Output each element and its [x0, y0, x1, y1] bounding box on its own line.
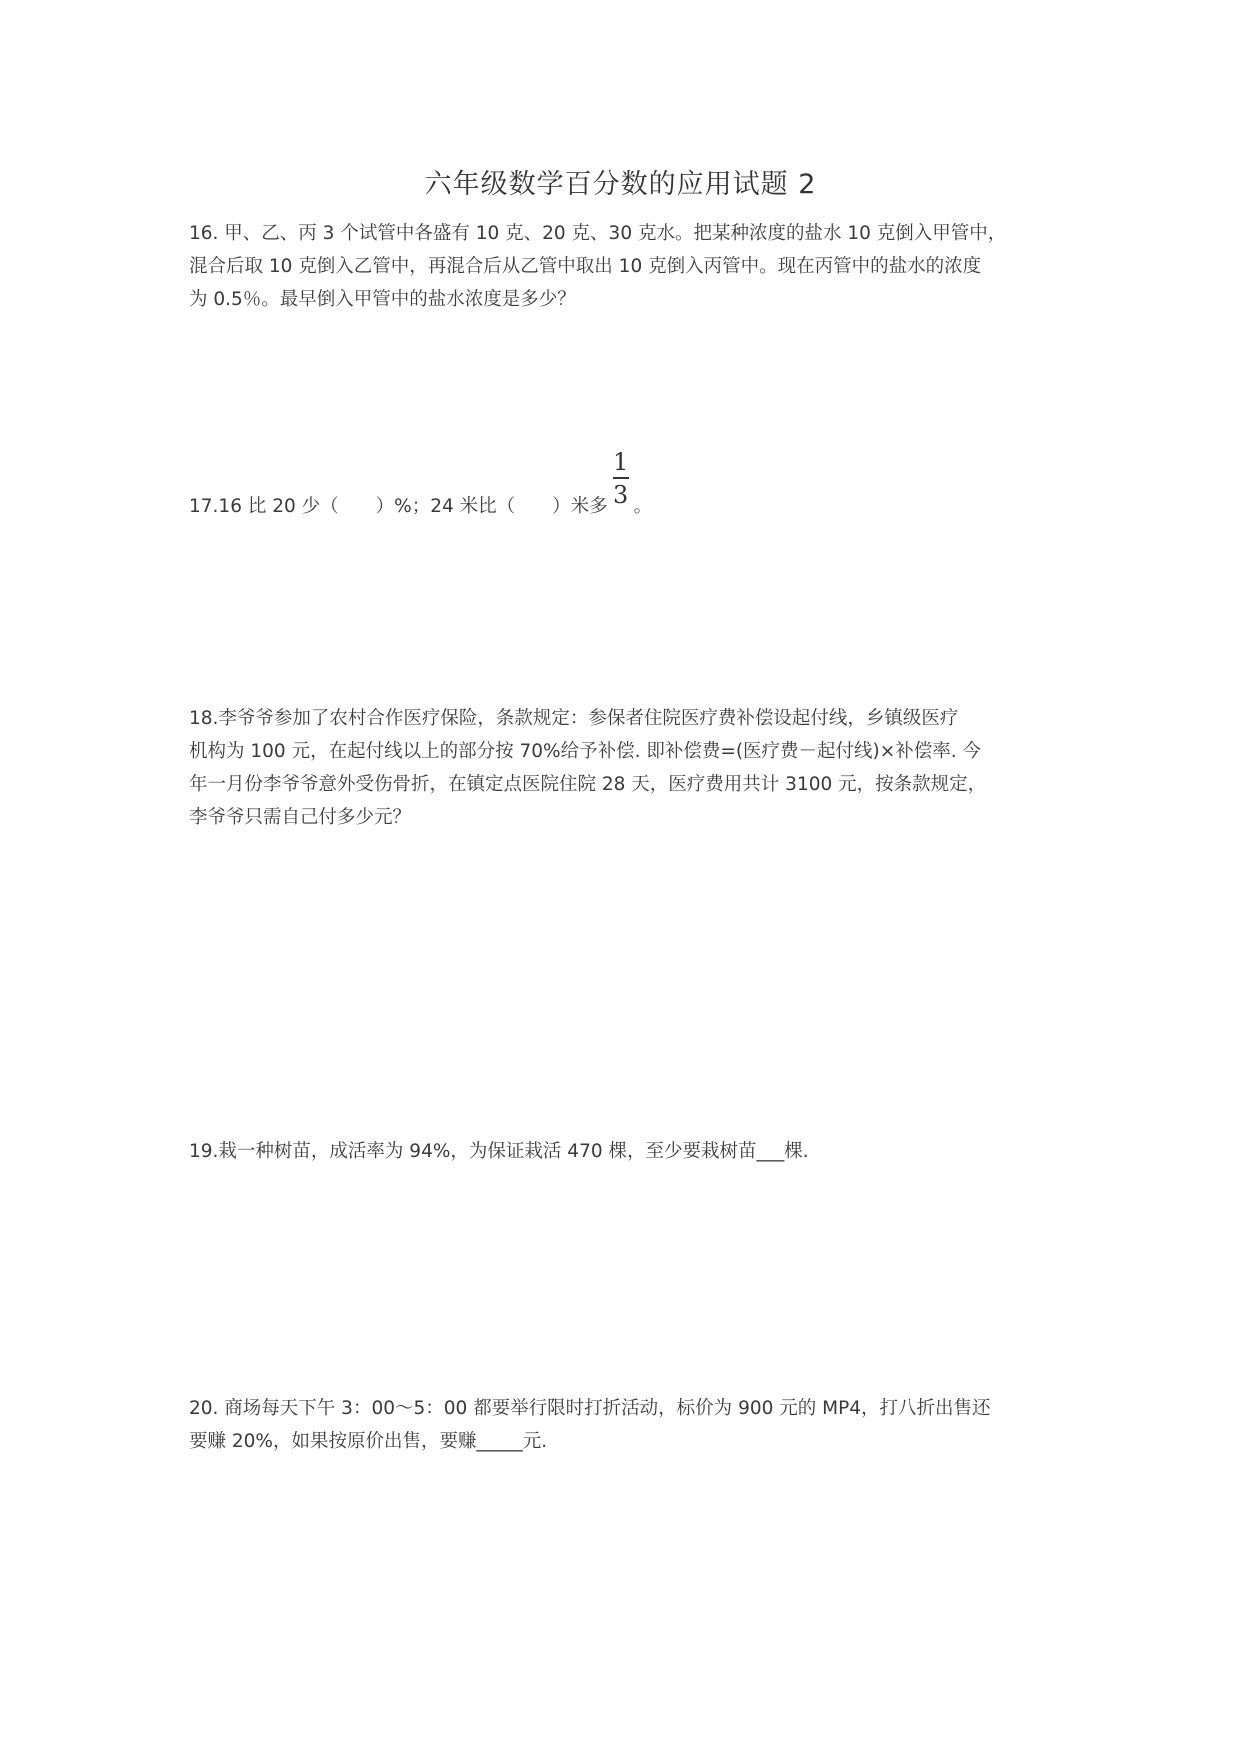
- question-18-line-2: 机构为 100 元，在起付线以上的部分按 70%给予补偿. 即补偿费=(医疗费－起付线)×补偿率. 今: [189, 741, 982, 762]
- question-18-line-1: 18.李爷爷参加了农村合作医疗保险，条款规定：参保者住院医疗费补偿设起付线，乡镇级医疗: [189, 708, 959, 729]
- question-16-line-1: 16. 甲、乙、丙 3 个试管中各盛有 10 克、20 克、30 克水。把某种浓度的盐水 10 克倒入甲管中，: [189, 223, 1007, 244]
- question-16-line-3: 为 0.5％。最早倒入甲管中的盐水浓度是多少？: [189, 289, 576, 310]
- question-17: [189, 448, 1061, 523]
- question-19-line: [189, 1135, 1061, 1168]
- question-16: [189, 217, 1061, 316]
- question-20-line-1: 20. 商场每天下午 3：00～5：00 都要举行限时打折活动，标价为 900 元的 MP4，打八折出售还: [189, 1398, 991, 1419]
- question-20-line-2: [189, 1425, 1061, 1458]
- question-17-text: 17.16 比 20 少（ ）%；24 米比（ ）米多: [189, 496, 608, 517]
- fraction-one-third: [610, 448, 632, 512]
- answer-blank[interactable]: ___: [756, 1141, 785, 1162]
- question-20-text: 要赚 20%，如果按原价出售，要赚: [189, 1431, 477, 1452]
- question-19: [189, 1135, 1061, 1168]
- question-16-line-2: 混合后取 10 克倒入乙管中，再混合后从乙管中取出 10 克倒入丙管中。现在丙管中的盐水的浓度: [189, 256, 982, 277]
- fraction-denominator: 3: [613, 481, 629, 509]
- question-19-text: 19.栽一种树苗，成活率为 94%，为保证栽活 470 棵，至少要栽树苗: [189, 1141, 757, 1162]
- question-17-line: [189, 448, 1061, 523]
- question-17-end: 。: [633, 496, 653, 517]
- question-20-end: 元.: [522, 1431, 548, 1452]
- fraction-numerator: 1: [613, 448, 629, 476]
- fraction-bar: [613, 477, 629, 479]
- answer-blank[interactable]: _____: [476, 1431, 523, 1452]
- question-20: [189, 1392, 1061, 1458]
- question-18: [189, 702, 1061, 834]
- question-18-line-3: 年一月份李爷爷意外受伤骨折，在镇定点医院住院 28 天，医疗费用共计 3100 元，按条款规定，: [189, 774, 987, 795]
- question-18-line-4: 李爷爷只需自己付多少元？: [189, 807, 412, 828]
- question-19-end: 棵.: [784, 1141, 809, 1162]
- page-title: 六年级数学百分数的应用试题 2: [424, 169, 817, 200]
